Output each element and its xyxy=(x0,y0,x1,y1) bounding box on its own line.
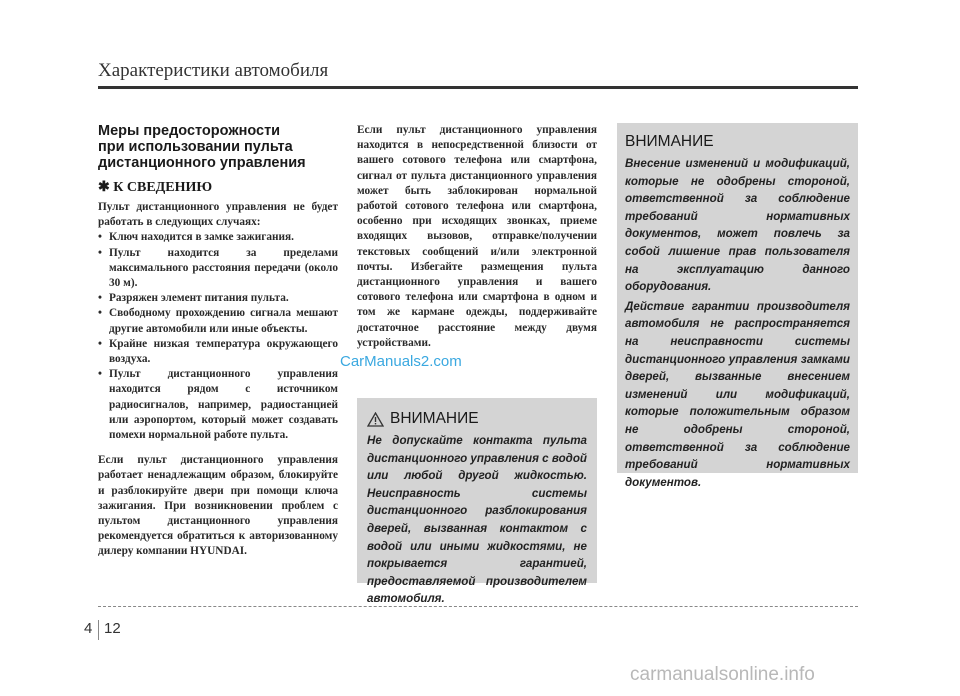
page-number: 12 xyxy=(104,620,121,637)
warning-heading xyxy=(367,410,587,428)
info-heading: ✱ К СВЕДЕНИЮ xyxy=(98,180,213,195)
footer-rule xyxy=(98,606,858,607)
info-intro: Пульт дистанционного управления не будет работать в следующих случаях: xyxy=(98,201,338,229)
warning-heading xyxy=(625,133,850,151)
warning-text: Внесение изменений и модификаций, которые не одобрены стороной, ответственной за соблюдение требований нормативных документов, может повлечь за собой лишение прав пользователя на эксплуатацию данного оборудования. xyxy=(625,157,850,294)
info-paragraph: Если пульт дистанционного управления работает ненадлежащим образом, блокируйте и разблокируйте двери при помощи ключа зажигания. При возникновении проблем с пультом дистанционного управления рекомендуется обратиться к авторизованному дилеру компании HYUNDAI. xyxy=(98,454,338,558)
list-item: • Ключ находится в замке зажигания. xyxy=(98,230,338,245)
list-item: • Пульт дистанционного управления находится рядом с источником радиосигналов, например, радиостанцией или аэропортом, который может создавать помехи нормальной работе пульта. xyxy=(98,367,338,443)
list-item: • Пульт находится за пределами максимального расстояния передачи (около 30 м). xyxy=(98,246,338,292)
column-middle xyxy=(357,123,597,351)
warning-title: ВНИМАНИЕ xyxy=(625,133,714,150)
list-item: • Разряжен элемент питания пульта. xyxy=(98,291,338,306)
info-bullet-list xyxy=(98,230,338,443)
warning-text: Не допускайте контакта пульта дистанционного управления с водой или любой другой жидкостью. Неисправность системы дистанционного разблокирования дверей, вызванная контактом с водой или иными жидкостями, не покрывается гарантией, предоставляемой производителем автомобиля. xyxy=(367,434,587,606)
section-title-line: дистанционного управления xyxy=(98,155,306,171)
running-header: Характеристики автомобиля xyxy=(98,60,329,81)
warning-box-water xyxy=(357,398,597,606)
section-title xyxy=(98,123,338,171)
column-left xyxy=(98,123,338,560)
list-item: • Крайне низкая температура окружающего воздуха. xyxy=(98,337,338,367)
section-title-line: Меры предосторожности xyxy=(98,123,281,139)
watermark-logo: CarManuals2.com xyxy=(340,353,462,370)
warning-box-modifications xyxy=(617,123,858,489)
warning-title: ВНИМАНИЕ xyxy=(390,410,479,427)
page-number-separator xyxy=(98,620,99,640)
warning-triangle-icon xyxy=(367,412,384,427)
section-title-line: при использовании пульта xyxy=(98,139,293,155)
list-item: • Свободному прохождению сигнала мешают другие автомобили или иные объекты. xyxy=(98,306,338,336)
site-watermark: carmanualsonline.info xyxy=(630,664,815,685)
chapter-number: 4 xyxy=(84,620,93,637)
warning-text: Действие гарантии производителя автомобиля не распространяется на неисправности системы дистанционного управления замками дверей, вызванные внесением изменений или модификаций, которые положительным образом не одобрены стороной, ответственной за соблюдение требований нормативных документов. xyxy=(625,299,850,489)
header-rule xyxy=(98,86,858,89)
phone-interference-paragraph: Если пульт дистанционного управления находится в непосредственной близости от вашего сотового телефона или смартфона, сигнал от пульта дистанционного управления может быть заблокирован нормальной работой сотового телефона или смартфона, особенно при исходящих звонках, приеме входящих вызовов, отправке/получении текстовых сообщений и/или электронной почты. Избегайте размещения пульта дистанционного управления и вашего сотового телефона или смартфона в одном и том же кармане одежды, поддерживайте достаточное расстояние между двумя устройствами. xyxy=(357,124,597,349)
